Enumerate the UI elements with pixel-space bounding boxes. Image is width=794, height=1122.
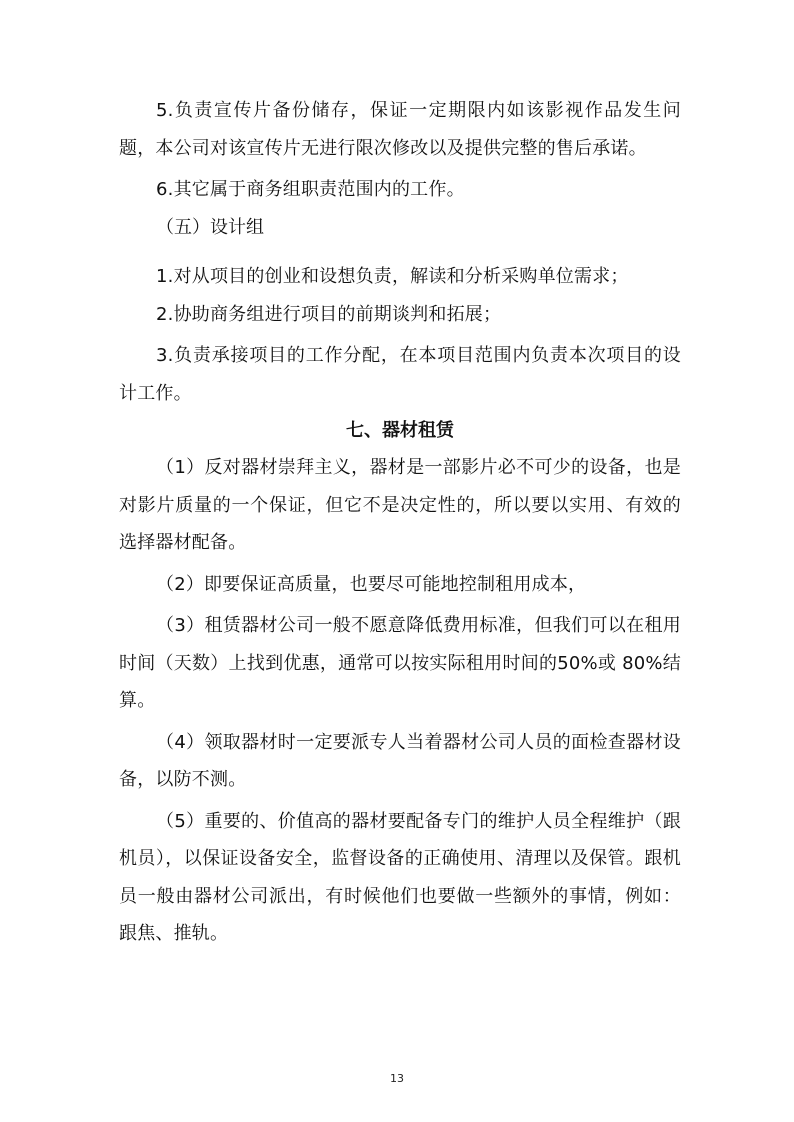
chapter-heading-equipment-rental: 七、器材租赁: [346, 420, 454, 441]
paragraph-item-5: 5.负责宣传片备份储存，保证一定期限内如该影视作品发生问题，本公司对该宣传片无进行限次修改以及提供完整的售后承诺。: [119, 100, 681, 159]
page-body: [119, 92, 681, 953]
paragraph-design-item-1: 1.对从项目的创业和设想负责，解读和分析采购单位需求；: [156, 266, 629, 287]
section-heading-design-group: （五）设计组: [156, 216, 264, 238]
paragraph-rental-item-2: （2）即要保证高质量，也要尽可能地控制租用成本，: [156, 573, 587, 595]
paragraph-rental-item-3: （3）租赁器材公司一般不愿意降低费用标准，但我们可以在租用时间（天数）上找到优惠，通常可以按实际租用时间的50%或 80%结算。: [119, 615, 681, 711]
paragraph-design-item-2: 2.协助商务组进行项目的前期谈判和拓展；: [156, 303, 502, 325]
paragraph-rental-item-1: （1）反对器材崇拜主义，器材是一部影片必不可少的设备，也是对影片质量的一个保证，但它不是决定性的，所以要以实用、有效的选择器材配备。: [119, 457, 681, 553]
paragraph-rental-item-5: （5）重要的、价值高的器材要配备专门的维护人员全程维护（跟机员），以保证设备安全，监督设备的正确使用、清理以及保管。跟机员一般由器材公司派出，有时候他们也要做一些额外的事情，例如：跟焦、推轨。: [119, 810, 681, 944]
paragraph-item-6: 6.其它属于商务组职责范围内的工作。: [156, 179, 465, 200]
paragraph-rental-item-4: （4）领取器材时一定要派专人当着器材公司人员的面检查器材设备，以防不测。: [119, 731, 681, 790]
paragraph-design-item-3: 3.负责承接项目的工作分配，在本项目范围内负责本次项目的设计工作。: [119, 345, 681, 404]
page-number: 13: [390, 1072, 404, 1085]
